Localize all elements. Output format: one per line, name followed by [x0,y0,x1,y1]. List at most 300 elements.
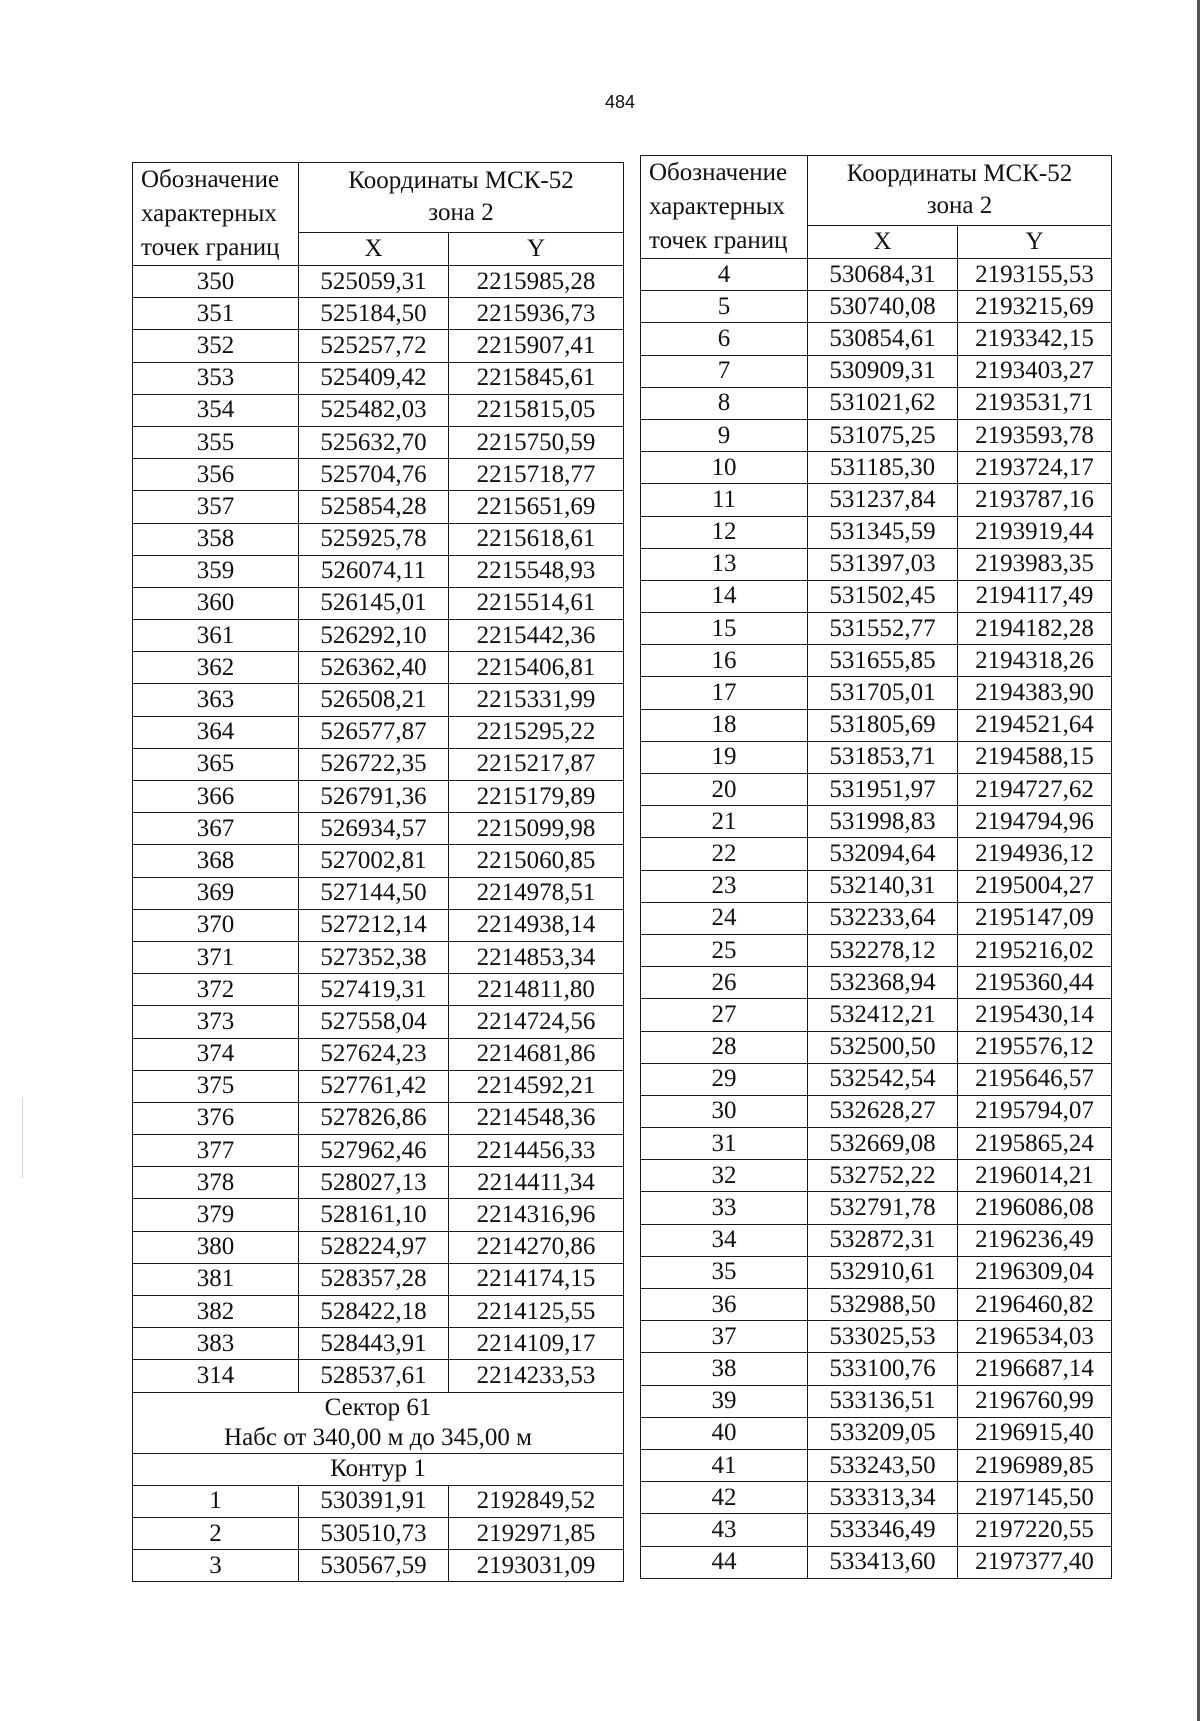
x-coordinate-cell: 531345,59 [808,516,958,548]
table-row [133,716,624,748]
y-coordinate-cell: 2214978,51 [449,877,624,909]
x-coordinate-cell: 531021,62 [808,387,958,419]
contour-title: Контур 1 [133,1453,624,1485]
point-number-cell: 37 [641,1321,808,1353]
table-row [133,587,624,619]
table-row [133,1231,624,1263]
table-row [133,620,624,652]
x-coordinate-cell: 533100,76 [808,1353,958,1385]
y-coordinate-cell: 2214233,53 [449,1360,624,1392]
table-row [133,1296,624,1328]
table-row [641,1417,1112,1449]
left-rows-after [133,1485,624,1582]
point-number-cell: 376 [133,1102,299,1134]
point-number-cell: 34 [641,1224,808,1256]
table-row [641,323,1112,355]
table-row [641,1256,1112,1288]
y-coordinate-cell: 2215060,85 [449,845,624,877]
x-coordinate-cell: 528224,97 [299,1231,449,1263]
point-number-cell: 1 [133,1485,299,1517]
point-number-cell: 351 [133,298,299,330]
point-number-cell: 377 [133,1135,299,1167]
point-number-cell: 380 [133,1231,299,1263]
x-coordinate-cell: 526791,36 [299,781,449,813]
table-row [133,1135,624,1167]
y-coordinate-cell: 2193403,27 [958,355,1112,387]
point-number-cell: 27 [641,999,808,1031]
x-coordinate-cell: 531075,25 [808,419,958,451]
x-coordinate-cell: 533136,51 [808,1385,958,1417]
y-column-header: Y [958,225,1112,258]
y-coordinate-cell: 2194794,96 [958,806,1112,838]
point-number-cell: 365 [133,748,299,780]
x-coordinate-cell: 533025,53 [808,1321,958,1353]
y-coordinate-cell: 2193342,15 [958,323,1112,355]
x-coordinate-cell: 526508,21 [299,684,449,716]
y-coordinate-cell: 2195147,09 [958,902,1112,934]
right-rows [641,259,1112,1579]
y-coordinate-cell: 2196014,21 [958,1160,1112,1192]
point-number-cell: 8 [641,387,808,419]
sector-title: Сектор 61 [324,1393,432,1421]
x-column-header: X [808,225,958,258]
y-coordinate-cell: 2196989,85 [958,1449,1112,1481]
table-row [133,1360,624,1392]
y-coordinate-cell: 2215845,61 [449,362,624,394]
x-coordinate-cell: 532752,22 [808,1160,958,1192]
point-number-cell: 314 [133,1360,299,1392]
table-row [641,999,1112,1031]
table-row [641,1224,1112,1256]
table-row [133,523,624,555]
x-coordinate-cell: 527826,86 [299,1102,449,1134]
point-number-cell: 355 [133,426,299,458]
x-coordinate-cell: 530567,59 [299,1550,449,1582]
table-row [133,1328,624,1360]
y-coordinate-cell: 2215936,73 [449,298,624,330]
y-coordinate-cell: 2214411,34 [449,1167,624,1199]
point-number-cell: 372 [133,974,299,1006]
header-label-line: характерных [141,200,277,227]
x-coordinate-cell: 531552,77 [808,613,958,645]
x-coordinate-cell: 532910,61 [808,1256,958,1288]
x-coordinate-cell: 532872,31 [808,1224,958,1256]
y-coordinate-cell: 2194383,90 [958,677,1112,709]
table-row [641,1449,1112,1481]
table-row [641,1514,1112,1546]
point-number-cell: 3 [133,1550,299,1582]
point-number-cell: 352 [133,330,299,362]
x-coordinate-cell: 527761,42 [299,1070,449,1102]
x-coordinate-cell: 531998,83 [808,806,958,838]
x-coordinate-cell: 526934,57 [299,813,449,845]
y-coordinate-cell: 2215295,22 [449,716,624,748]
table-row [133,941,624,973]
y-coordinate-cell: 2197377,40 [958,1546,1112,1578]
table-row [641,741,1112,773]
y-coordinate-cell: 2215651,69 [449,491,624,523]
point-number-cell: 29 [641,1063,808,1095]
table-row [133,845,624,877]
x-coordinate-cell: 526577,87 [299,716,449,748]
x-coordinate-cell: 525704,76 [299,459,449,491]
x-coordinate-cell: 527212,14 [299,909,449,941]
header-label-line: точек границ [649,227,788,254]
y-coordinate-cell: 2196687,14 [958,1353,1112,1385]
y-coordinate-cell: 2196460,82 [958,1289,1112,1321]
x-coordinate-cell: 530854,61 [808,323,958,355]
table-row [133,1006,624,1038]
point-number-cell: 42 [641,1482,808,1514]
point-number-cell: 21 [641,806,808,838]
point-number-cell: 41 [641,1449,808,1481]
x-coordinate-cell: 525059,31 [299,266,449,298]
y-coordinate-cell: 2194182,28 [958,613,1112,645]
point-number-cell: 23 [641,870,808,902]
y-coordinate-cell: 2215514,61 [449,587,624,619]
table-row [641,1289,1112,1321]
header-label-line: характерных [649,193,785,220]
table-row [133,491,624,523]
table-row [641,645,1112,677]
point-designation-header [133,163,299,266]
y-coordinate-cell: 2196309,04 [958,1256,1112,1288]
x-coordinate-cell: 527352,38 [299,941,449,973]
point-number-cell: 370 [133,909,299,941]
point-number-cell: 17 [641,677,808,709]
point-number-cell: 5 [641,291,808,323]
point-number-cell: 379 [133,1199,299,1231]
page-number: 484 [604,92,636,112]
point-number-cell: 360 [133,587,299,619]
y-coordinate-cell: 2195216,02 [958,934,1112,966]
y-coordinate-cell: 2194588,15 [958,741,1112,773]
point-number-cell: 31 [641,1128,808,1160]
point-number-cell: 383 [133,1328,299,1360]
x-coordinate-cell: 532669,08 [808,1128,958,1160]
y-coordinate-cell: 2194318,26 [958,645,1112,677]
table-row [133,1199,624,1231]
coords-title-line1: Координаты МСК-52 [348,167,574,195]
point-number-cell: 24 [641,902,808,934]
y-coordinate-cell: 2214853,34 [449,941,624,973]
table-row [641,677,1112,709]
table-row [133,330,624,362]
x-coordinate-cell: 532278,12 [808,934,958,966]
point-number-cell: 358 [133,523,299,555]
y-coordinate-cell: 2195865,24 [958,1128,1112,1160]
table-row [641,613,1112,645]
y-coordinate-cell: 2215985,28 [449,266,624,298]
y-coordinate-cell: 2196915,40 [958,1417,1112,1449]
x-coordinate-cell: 531951,97 [808,774,958,806]
table-row [641,419,1112,451]
y-coordinate-cell: 2192971,85 [449,1517,624,1549]
y-coordinate-cell: 2193724,17 [958,452,1112,484]
point-number-cell: 26 [641,967,808,999]
y-coordinate-cell: 2215548,93 [449,555,624,587]
table-row [641,1385,1112,1417]
table-row [641,709,1112,741]
table-row [641,806,1112,838]
point-number-cell: 369 [133,877,299,909]
x-coordinate-cell: 533413,60 [808,1546,958,1578]
point-number-cell: 14 [641,580,808,612]
point-number-cell: 353 [133,362,299,394]
point-number-cell: 374 [133,1038,299,1070]
x-coordinate-cell: 525482,03 [299,394,449,426]
y-coordinate-cell: 2193593,78 [958,419,1112,451]
table-row [133,459,624,491]
x-coordinate-cell: 526722,35 [299,748,449,780]
point-number-cell: 362 [133,652,299,684]
x-coordinate-cell: 532368,94 [808,967,958,999]
y-coordinate-cell: 2193155,53 [958,259,1112,291]
point-number-cell: 32 [641,1160,808,1192]
point-number-cell: 7 [641,355,808,387]
table-row [641,1063,1112,1095]
y-coordinate-cell: 2195004,27 [958,870,1112,902]
point-number-cell: 359 [133,555,299,587]
table-row [641,548,1112,580]
table-row [641,1192,1112,1224]
x-coordinate-cell: 527962,46 [299,1135,449,1167]
point-number-cell: 363 [133,684,299,716]
table-row [641,516,1112,548]
x-coordinate-cell: 530510,73 [299,1517,449,1549]
point-number-cell: 43 [641,1514,808,1546]
point-number-cell: 18 [641,709,808,741]
y-coordinate-cell: 2214174,15 [449,1263,624,1295]
y-coordinate-cell: 2195794,07 [958,1095,1112,1127]
y-coordinate-cell: 2214724,56 [449,1006,624,1038]
table-row [641,1482,1112,1514]
table-row [641,1128,1112,1160]
point-number-cell: 33 [641,1192,808,1224]
table-row [641,1160,1112,1192]
table-row [641,902,1112,934]
point-number-cell: 381 [133,1263,299,1295]
x-coordinate-cell: 525925,78 [299,523,449,555]
table-row [133,1038,624,1070]
y-coordinate-cell: 2215406,81 [449,652,624,684]
point-number-cell: 368 [133,845,299,877]
y-coordinate-cell: 2196534,03 [958,1321,1112,1353]
point-number-cell: 375 [133,1070,299,1102]
y-coordinate-cell: 2193215,69 [958,291,1112,323]
point-number-cell: 10 [641,452,808,484]
x-coordinate-cell: 530391,91 [299,1485,449,1517]
x-coordinate-cell: 525632,70 [299,426,449,458]
point-number-cell: 354 [133,394,299,426]
x-coordinate-cell: 530740,08 [808,291,958,323]
table-row [133,1167,624,1199]
table-row [641,259,1112,291]
point-number-cell: 13 [641,548,808,580]
x-coordinate-cell: 528422,18 [299,1296,449,1328]
table-row [133,813,624,845]
coords-title-line2: зона 2 [428,199,494,227]
table-row [641,484,1112,516]
x-coordinate-cell: 527419,31 [299,974,449,1006]
point-number-cell: 382 [133,1296,299,1328]
y-coordinate-cell: 2215618,61 [449,523,624,555]
point-number-cell: 22 [641,838,808,870]
table-row [133,748,624,780]
table-row [641,452,1112,484]
table-row [133,974,624,1006]
x-coordinate-cell: 525184,50 [299,298,449,330]
x-coordinate-cell: 532140,31 [808,870,958,902]
point-number-cell: 361 [133,620,299,652]
x-coordinate-cell: 532791,78 [808,1192,958,1224]
table-row [133,555,624,587]
sector-block [133,1392,624,1485]
y-coordinate-cell: 2215331,99 [449,684,624,716]
x-coordinate-cell: 531705,01 [808,677,958,709]
x-coordinate-cell: 532233,64 [808,902,958,934]
table-row [133,781,624,813]
table-row [133,394,624,426]
y-coordinate-cell: 2214681,86 [449,1038,624,1070]
x-coordinate-cell: 528537,61 [299,1360,449,1392]
point-number-cell: 44 [641,1546,808,1578]
y-coordinate-cell: 2193983,35 [958,548,1112,580]
x-coordinate-cell: 528027,13 [299,1167,449,1199]
coordinates-header [808,156,1112,226]
y-coordinate-cell: 2214548,36 [449,1102,624,1134]
point-number-cell: 28 [641,1031,808,1063]
point-number-cell: 367 [133,813,299,845]
y-coordinate-cell: 2194521,64 [958,709,1112,741]
point-number-cell: 15 [641,613,808,645]
x-coordinate-cell: 533313,34 [808,1482,958,1514]
x-coordinate-cell: 525257,72 [299,330,449,362]
y-coordinate-cell: 2215179,89 [449,781,624,813]
y-coordinate-cell: 2214125,55 [449,1296,624,1328]
point-number-cell: 4 [641,259,808,291]
table-row [133,298,624,330]
table-row [133,1102,624,1134]
table-row [641,1321,1112,1353]
y-coordinate-cell: 2215907,41 [449,330,624,362]
point-number-cell: 40 [641,1417,808,1449]
table-row [133,266,624,298]
y-coordinate-cell: 2215442,36 [449,620,624,652]
y-coordinate-cell: 2194936,12 [958,838,1112,870]
y-coordinate-cell: 2215099,98 [449,813,624,845]
x-coordinate-cell: 533346,49 [808,1514,958,1546]
table-row [133,909,624,941]
point-number-cell: 38 [641,1353,808,1385]
sector-cell [133,1392,624,1453]
x-coordinate-cell: 531853,71 [808,741,958,773]
table-row [133,426,624,458]
point-number-cell: 12 [641,516,808,548]
y-coordinate-cell: 2215815,05 [449,394,624,426]
x-coordinate-cell: 530684,31 [808,259,958,291]
table-row [641,1546,1112,1578]
table-row [133,1263,624,1295]
header-label-line: Обозначение [649,159,788,186]
right-coordinates-table [640,155,1112,1579]
point-number-cell: 20 [641,774,808,806]
x-coordinate-cell: 532988,50 [808,1289,958,1321]
y-coordinate-cell: 2192849,52 [449,1485,624,1517]
point-number-cell: 378 [133,1167,299,1199]
table-row [641,774,1112,806]
y-coordinate-cell: 2193919,44 [958,516,1112,548]
point-number-cell: 366 [133,781,299,813]
x-coordinate-cell: 526074,11 [299,555,449,587]
point-number-cell: 6 [641,323,808,355]
y-coordinate-cell: 2195646,57 [958,1063,1112,1095]
point-number-cell: 36 [641,1289,808,1321]
y-coordinate-cell: 2193787,16 [958,484,1112,516]
table-row [133,1517,624,1549]
point-number-cell: 19 [641,741,808,773]
point-number-cell: 9 [641,419,808,451]
x-coordinate-cell: 527624,23 [299,1038,449,1070]
x-coordinate-cell: 532500,50 [808,1031,958,1063]
coords-title-line1: Координаты МСК-52 [846,160,1073,188]
y-coordinate-cell: 2194117,49 [958,580,1112,612]
header-label-line: точек границ [141,234,280,261]
x-coordinate-cell: 531185,30 [808,452,958,484]
table-row [133,684,624,716]
y-coordinate-cell: 2214592,21 [449,1070,624,1102]
x-coordinate-cell: 528357,28 [299,1263,449,1295]
x-coordinate-cell: 531805,69 [808,709,958,741]
table-row [641,967,1112,999]
table-row [133,1550,624,1582]
x-coordinate-cell: 526292,10 [299,620,449,652]
x-coordinate-cell: 532542,54 [808,1063,958,1095]
coords-title-line2: зона 2 [926,192,993,220]
sector-height: Набс от 340,00 м до 345,00 м [224,1423,532,1451]
x-coordinate-cell: 525409,42 [299,362,449,394]
y-coordinate-cell: 2195360,44 [958,967,1112,999]
point-number-cell: 350 [133,266,299,298]
left-rows-before [133,266,624,1393]
table-row [641,580,1112,612]
point-number-cell: 11 [641,484,808,516]
x-coordinate-cell: 532094,64 [808,838,958,870]
table-row [641,355,1112,387]
table-row [133,877,624,909]
x-column-header: X [299,232,449,265]
y-coordinate-cell: 2214811,80 [449,974,624,1006]
x-coordinate-cell: 532628,27 [808,1095,958,1127]
x-coordinate-cell: 531397,03 [808,548,958,580]
x-coordinate-cell: 533243,50 [808,1449,958,1481]
y-coordinate-cell: 2214316,96 [449,1199,624,1231]
x-coordinate-cell: 527144,50 [299,877,449,909]
table-row [641,1353,1112,1385]
y-coordinate-cell: 2195430,14 [958,999,1112,1031]
point-number-cell: 35 [641,1256,808,1288]
left-coordinates-table [132,162,624,1582]
table-row [641,870,1112,902]
y-coordinate-cell: 2195576,12 [958,1031,1112,1063]
point-number-cell: 356 [133,459,299,491]
x-coordinate-cell: 526145,01 [299,587,449,619]
point-number-cell: 373 [133,1006,299,1038]
point-number-cell: 364 [133,716,299,748]
table-row [133,1070,624,1102]
table-row [641,387,1112,419]
y-coordinate-cell: 2215217,87 [449,748,624,780]
